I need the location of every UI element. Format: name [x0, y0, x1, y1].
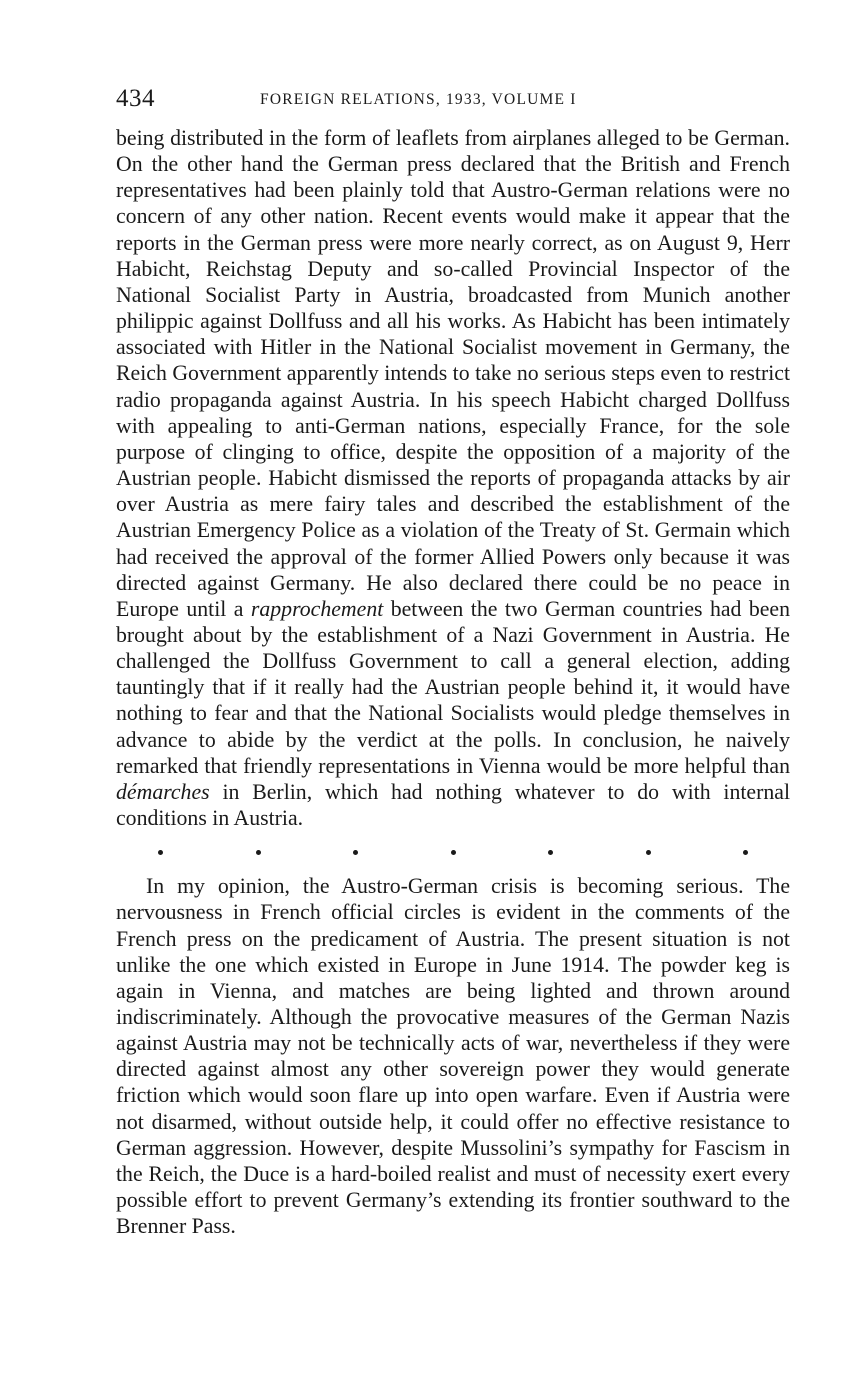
ellipsis-dot [646, 850, 651, 855]
omission-ellipsis [116, 831, 790, 873]
body-paragraph-2: In my opinion, the Austro-German crisis is becoming serious. The nervousness in French official circles is evident in the comments of the French press on the predicament of Austria. The present situation is not unlike the one which existed in Europe in June 1914. The powder keg is again in Vienna, and matches are being lighted and thrown around indiscriminately. Although the provocative measures of the German Nazis against Austria may not be technically acts of war, nevertheless if they were directed against almost any other sovereign power they would generate friction which would soon flare up into open warfare. Even if Austria were not disarmed, without outside help, it could offer no effective resistance to German aggression. However, despite Mussolini’s sympathy for Fascism in the Reich, the Duce is a hard-boiled realist and must of necessity exert every possible effort to prevent Germany’s extending its frontier southward to the Brenner Pass. [116, 874, 790, 1239]
ellipsis-dot [256, 850, 261, 855]
ellipsis-dot [451, 850, 456, 855]
italic-term-demarches: démarches [116, 779, 210, 804]
document-page [116, 84, 790, 1239]
running-title: FOREIGN RELATIONS, 1933, VOLUME I [260, 91, 577, 108]
paragraph-1-text-a: being distributed in the form of leaflets from airplanes alleged to be German. On the other hand the German press declared that the British and French representatives had been plainly told that Austro-German relations were no concern of any other nation. Recent events would make it appear that the reports in the German press were more nearly correct, as on August 9, Herr Habicht, Reichstag Deputy and so-called Provincial Inspector of the National Socialist Party in Austria, broadcasted from Munich another philippic against Dollfuss and all his works. As Habicht has been intimately associated with Hitler in the National Socialist movement in Germany, the Reich Government apparently intends to take no serious steps even to restrict radio propaganda against Austria. In his speech Habicht charged Dollfuss with appealing to anti-German nations, especially France, for the sole purpose of clinging to office, despite the opposition of a majority of the Austrian people. Habicht dismissed the reports of propaganda attacks by air over Austria as mere fairy tales and described the establishment of the Austrian Emergency Police as a violation of the Treaty of St. Germain which had received the approval of the former Allied Powers only because it was directed against Germany. He also declared there could be no peace in Europe until a [116, 126, 790, 621]
page-number: 434 [116, 85, 155, 112]
paragraph-1-text-b: between the two German countries had been brought about by the establishment of a Nazi Government in Austria. He challenged the Dollfuss Government to call a general election, adding tauntingly that if it really had the Austrian people behind it, it would have nothing to fear and that the National Socialists would pledge themselves in advance to abide by the verdict at the polls. In conclusion, he naively remarked that friendly representations in Vienna would be more helpful than [116, 596, 790, 778]
ellipsis-dot [353, 850, 358, 855]
ellipsis-dot [743, 850, 748, 855]
ellipsis-dot [158, 850, 163, 855]
page-header [116, 84, 790, 118]
ellipsis-dot [548, 850, 553, 855]
paragraph-1-text-c: in Berlin, which had nothing whatever to do with internal conditions in Austria. [116, 779, 790, 831]
body-paragraph-1 [116, 125, 790, 831]
italic-term-rapprochement: rapprochement [250, 596, 384, 621]
